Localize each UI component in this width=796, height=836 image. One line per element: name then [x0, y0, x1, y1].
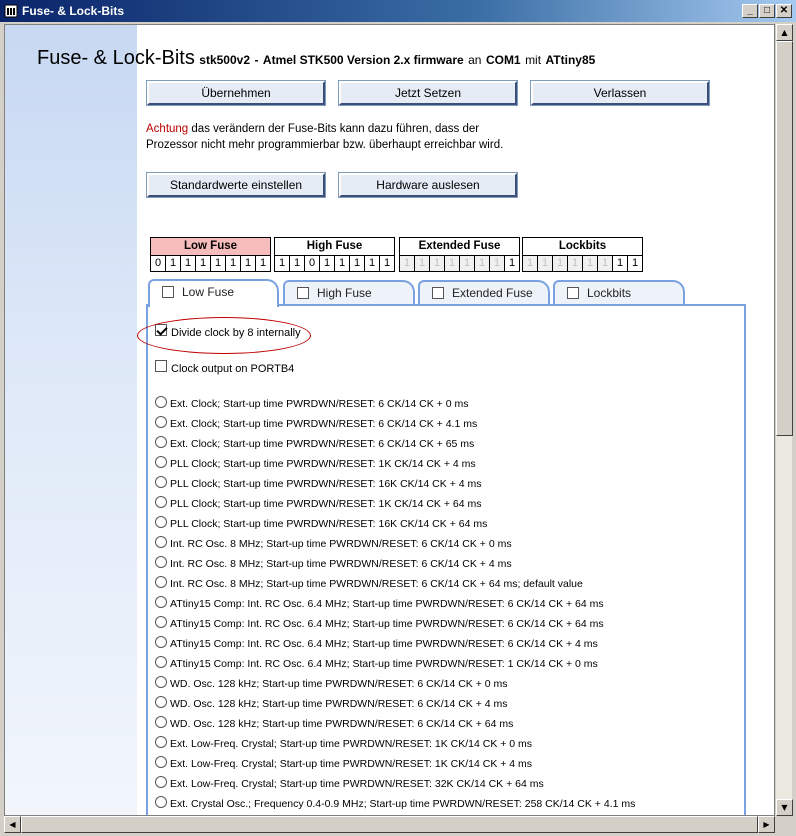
warning-line1: das verändern der Fuse-Bits kann dazu führen, dass der: [188, 123, 480, 135]
radio-label: Ext. Low-Freq. Crystal; Start-up time PWRDWN/RESET: 1K CK/14 CK + 4 ms: [170, 758, 533, 770]
vertical-scroll-thumb[interactable]: [776, 41, 793, 436]
fuse-bits-row: [522, 255, 643, 272]
fuse-bit[interactable]: 1: [508, 257, 516, 269]
fuse-box-low-fuse: [150, 237, 271, 272]
radio-label: WD. Osc. 128 kHz; Start-up time PWRDWN/RESET: 6 CK/14 CK + 0 ms: [170, 678, 508, 690]
clock-option-radio[interactable]: [155, 396, 468, 416]
fuse-bit[interactable]: 1: [181, 256, 196, 271]
warning-text: [146, 121, 576, 153]
tab-lockbits[interactable]: [553, 280, 685, 306]
port-prefix: an: [468, 53, 482, 67]
radio-label: PLL Clock; Start-up time PWRDWN/RESET: 16K CK/14 CK + 64 ms: [170, 518, 488, 530]
radio-icon: [155, 456, 167, 468]
fuse-bit[interactable]: 1: [166, 256, 181, 271]
fuse-bit[interactable]: 1: [196, 256, 211, 271]
programmer-name: stk500v2: [199, 53, 250, 67]
fuse-bit[interactable]: 1: [631, 257, 639, 269]
clock-option-radio[interactable]: [155, 616, 604, 636]
clock-option-radio[interactable]: [155, 536, 512, 556]
radio-icon: [155, 716, 167, 728]
fuse-bit[interactable]: 1: [290, 256, 305, 271]
fuse-bits-row: [150, 255, 271, 272]
fuse-bit[interactable]: 1: [335, 256, 350, 271]
clock-option-radio[interactable]: [155, 436, 474, 456]
radio-label: ATtiny15 Comp: Int. RC Osc. 6.4 MHz; Start-up time PWRDWN/RESET: 1 CK/14 CK + 0 ms: [170, 658, 598, 670]
fuse-bit[interactable]: 1: [320, 256, 335, 271]
fuse-bit[interactable]: 1: [259, 257, 267, 269]
radio-icon: [155, 616, 167, 628]
checkbox-checked-icon: [155, 324, 167, 336]
fuse-bit[interactable]: 1: [275, 256, 290, 271]
radio-icon: [155, 536, 167, 548]
scroll-down-button[interactable]: ▼: [776, 799, 793, 816]
fuse-box-high-fuse: [274, 237, 395, 272]
fuse-bit[interactable]: 1: [211, 256, 226, 271]
radio-icon: [155, 396, 167, 408]
clock-option-radio[interactable]: [155, 596, 604, 616]
clock-option-radio[interactable]: [155, 636, 598, 656]
fuse-bits-row: [399, 255, 520, 272]
tab-high-fuse[interactable]: [283, 280, 415, 306]
window-title: Fuse- & Lock-Bits: [22, 4, 125, 18]
tab-checkbox-icon: [162, 286, 174, 298]
fuse-bit: 1: [445, 256, 460, 271]
radio-icon: [155, 676, 167, 688]
tab-checkbox-icon: [432, 287, 444, 299]
clock-option-radio[interactable]: [155, 556, 512, 576]
device-prefix: mit: [525, 53, 542, 67]
fuse-box-extended-fuse: [399, 237, 520, 272]
fuse-bit: 1: [475, 256, 490, 271]
radio-icon: [155, 576, 167, 588]
clock-option-radio[interactable]: [155, 516, 487, 536]
client-area: [4, 24, 775, 816]
radio-label: Ext. Crystal Osc.; Frequency 0.4-0.9 MHz; Start-up time PWRDWN/RESET: 258 CK/14 CK + 4.1 ms: [170, 798, 636, 810]
vertical-scrollbar[interactable]: [775, 24, 792, 816]
apply-button[interactable]: Übernehmen: [147, 81, 325, 105]
leave-button[interactable]: Verlassen: [531, 81, 709, 105]
radio-icon: [155, 756, 167, 768]
warning-keyword: Achtung: [146, 123, 189, 135]
close-button[interactable]: ✕: [776, 4, 792, 18]
sidebar-gradient: [5, 25, 137, 816]
fuse-box-lockbits: [522, 237, 643, 272]
radio-icon: [155, 476, 167, 488]
window-titlebar[interactable]: [0, 0, 796, 22]
fuse-box-title: High Fuse: [274, 237, 395, 255]
radio-label: Ext. Low-Freq. Crystal; Start-up time PWRDWN/RESET: 1K CK/14 CK + 0 ms: [170, 738, 533, 750]
radio-icon: [155, 636, 167, 648]
radio-label: Ext. Clock; Start-up time PWRDWN/RESET: 6 CK/14 CK + 65 ms: [170, 438, 475, 450]
radio-icon: [155, 656, 167, 668]
radio-icon: [155, 496, 167, 508]
tab-label: Lockbits: [587, 286, 632, 300]
port-name: COM1: [485, 53, 521, 67]
fuse-bit: 1: [538, 256, 553, 271]
radio-label: PLL Clock; Start-up time PWRDWN/RESET: 1K CK/14 CK + 4 ms: [170, 458, 476, 470]
fuse-bits-row: [274, 255, 395, 272]
scroll-up-button[interactable]: ▲: [776, 24, 793, 41]
scroll-right-button[interactable]: ▶: [758, 816, 775, 833]
clock-option-radio[interactable]: [155, 696, 508, 716]
radio-label: WD. Osc. 128 kHz; Start-up time PWRDWN/RESET: 6 CK/14 CK + 4 ms: [170, 698, 508, 710]
tab-label: High Fuse: [317, 286, 372, 300]
fuse-bit[interactable]: 1: [613, 256, 628, 271]
fuse-bit: 1: [583, 256, 598, 271]
horizontal-scroll-thumb[interactable]: [21, 816, 758, 833]
fuse-bit[interactable]: 0: [151, 256, 166, 271]
scroll-left-button[interactable]: ◀: [4, 816, 21, 833]
radio-label: WD. Osc. 128 kHz; Start-up time PWRDWN/RESET: 6 CK/14 CK + 64 ms: [170, 718, 514, 730]
fuse-box-title: Lockbits: [522, 237, 643, 255]
fuse-bit[interactable]: 1: [241, 256, 256, 271]
radio-icon: [155, 776, 167, 788]
fuse-bit: 1: [430, 256, 445, 271]
clock-option-radio[interactable]: [155, 496, 482, 516]
tab-extended-fuse[interactable]: [418, 280, 550, 306]
fuse-bit: 1: [490, 256, 505, 271]
clock-option-radio[interactable]: [155, 716, 513, 736]
fuse-bit[interactable]: 0: [305, 256, 320, 271]
radio-icon: [155, 696, 167, 708]
minimize-button[interactable]: _: [742, 4, 758, 18]
tab-low-fuse[interactable]: [148, 279, 279, 307]
maximize-button[interactable]: □: [759, 4, 775, 18]
radio-label: Int. RC Osc. 8 MHz; Start-up time PWRDWN/RESET: 6 CK/14 CK + 4 ms: [170, 558, 512, 570]
fuse-bit: 1: [400, 256, 415, 271]
radio-icon: [155, 436, 167, 448]
radio-label: PLL Clock; Start-up time PWRDWN/RESET: 16K CK/14 CK + 4 ms: [170, 478, 482, 490]
fuse-bit[interactable]: 1: [350, 256, 365, 271]
clock-option-radio[interactable]: [155, 656, 598, 676]
radio-label: PLL Clock; Start-up time PWRDWN/RESET: 1K CK/14 CK + 64 ms: [170, 498, 482, 510]
tab-label: Low Fuse: [182, 285, 235, 299]
tab-checkbox-icon: [567, 287, 579, 299]
clock-option-radio[interactable]: [155, 756, 532, 776]
warning-line2: Prozessor nicht mehr programmierbar bzw. überhaupt erreichbar wird.: [146, 139, 504, 151]
clock-option-radio[interactable]: [155, 796, 635, 816]
radio-icon: [155, 796, 167, 808]
clock-option-radio[interactable]: [155, 736, 532, 756]
horizontal-scrollbar[interactable]: [4, 816, 775, 833]
radio-icon: [155, 416, 167, 428]
app-icon: [4, 4, 18, 18]
clock-option-radio[interactable]: [155, 576, 583, 596]
title-main: Fuse- & Lock-Bits: [37, 47, 195, 69]
radio-label: Ext. Low-Freq. Crystal; Start-up time PWRDWN/RESET: 32K CK/14 CK + 64 ms: [170, 778, 544, 790]
fuse-box-title: Low Fuse: [150, 237, 271, 255]
fuse-bit[interactable]: 1: [383, 257, 391, 269]
fuse-bit: 1: [460, 256, 475, 271]
clock-option-radio[interactable]: [155, 476, 482, 496]
clock-option-radio[interactable]: [155, 676, 508, 696]
tab-checkbox-icon: [297, 287, 309, 299]
checkbox-label: Divide clock by 8 internally: [171, 327, 301, 339]
radio-icon: [155, 736, 167, 748]
fuse-bit: 1: [523, 256, 538, 271]
checkbox-label: Clock output on PORTB4: [171, 363, 295, 375]
device-name: ATtiny85: [545, 53, 596, 67]
radio-label: ATtiny15 Comp: Int. RC Osc. 6.4 MHz; Start-up time PWRDWN/RESET: 6 CK/14 CK + 64 ms: [170, 618, 604, 630]
divide-clock-checkbox[interactable]: [155, 327, 301, 339]
firmware-name: Atmel STK500 Version 2.x firmware: [262, 53, 464, 67]
page-title: [37, 47, 595, 70]
radio-label: Ext. Clock; Start-up time PWRDWN/RESET: 6 CK/14 CK + 0 ms: [170, 398, 469, 410]
clock-option-radio[interactable]: [155, 776, 544, 796]
set-now-button[interactable]: Jetzt Setzen: [339, 81, 517, 105]
fuse-bit: 1: [415, 256, 430, 271]
fuse-bit[interactable]: 1: [226, 256, 241, 271]
fuse-box-title: Extended Fuse: [399, 237, 520, 255]
radio-label: Int. RC Osc. 8 MHz; Start-up time PWRDWN/RESET: 6 CK/14 CK + 64 ms; default value: [170, 578, 583, 590]
read-hardware-button[interactable]: Hardware auslesen: [339, 173, 517, 197]
radio-icon: [155, 596, 167, 608]
radio-icon: [155, 556, 167, 568]
clock-option-radio[interactable]: [155, 456, 476, 476]
radio-label: ATtiny15 Comp: Int. RC Osc. 6.4 MHz; Start-up time PWRDWN/RESET: 6 CK/14 CK + 64 ms: [170, 598, 604, 610]
title-separator: -: [254, 53, 259, 67]
tab-label: Extended Fuse: [452, 286, 533, 300]
fuse-bit: 1: [598, 256, 613, 271]
fuse-bit: 1: [553, 256, 568, 271]
radio-label: Int. RC Osc. 8 MHz; Start-up time PWRDWN/RESET: 6 CK/14 CK + 0 ms: [170, 538, 512, 550]
clock-output-checkbox[interactable]: [155, 363, 294, 375]
radio-label: Ext. Clock; Start-up time PWRDWN/RESET: 6 CK/14 CK + 4.1 ms: [170, 418, 478, 430]
fuse-bit[interactable]: 1: [365, 256, 380, 271]
fuse-bit: 1: [568, 256, 583, 271]
clock-option-radio[interactable]: [155, 416, 477, 436]
radio-label: ATtiny15 Comp: Int. RC Osc. 6.4 MHz; Start-up time PWRDWN/RESET: 6 CK/14 CK + 4 ms: [170, 638, 598, 650]
defaults-button[interactable]: Standardwerte einstellen: [147, 173, 325, 197]
radio-icon: [155, 516, 167, 528]
checkbox-unchecked-icon: [155, 360, 167, 372]
